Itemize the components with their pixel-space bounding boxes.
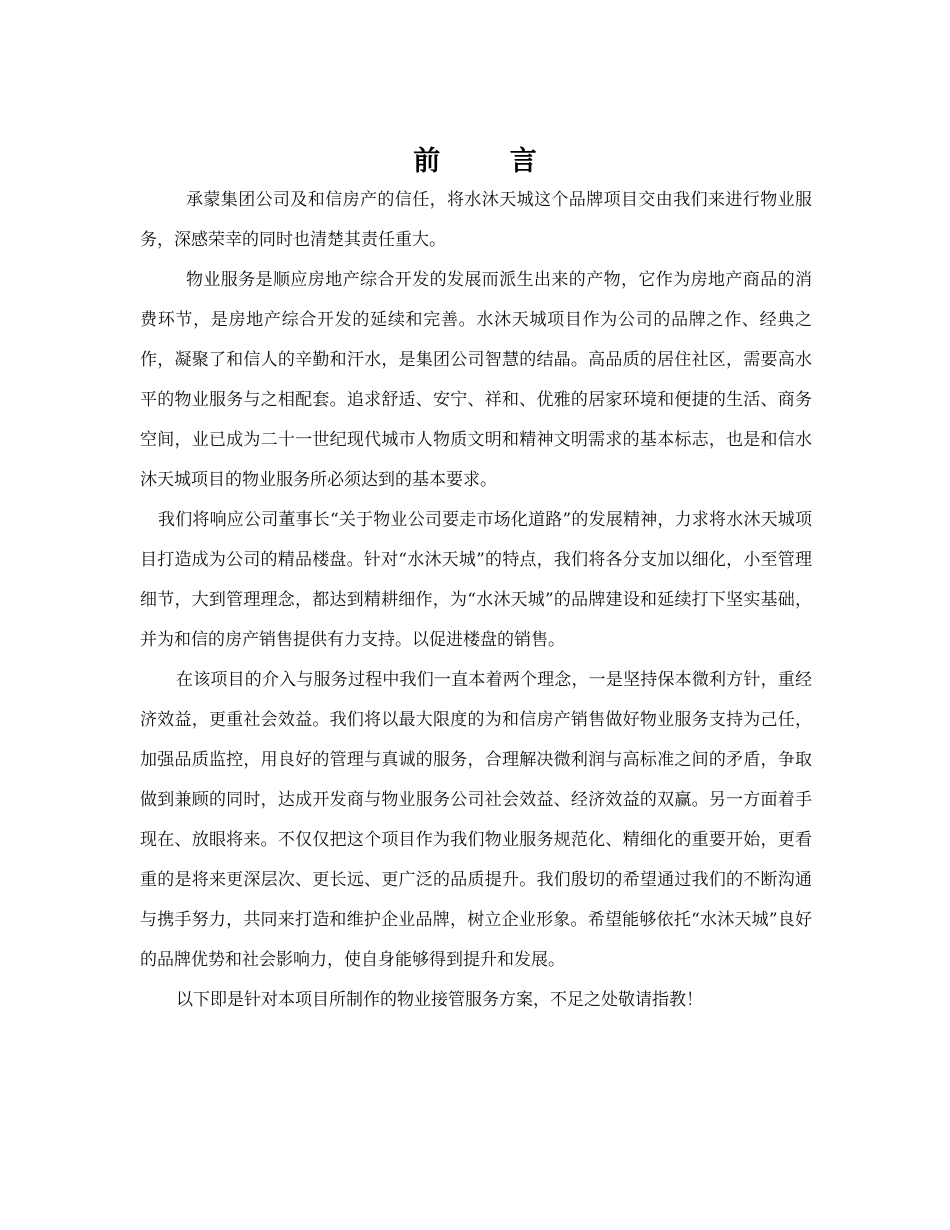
paragraph-4: 在该项目的介入与服务过程中我们一直本着两个理念，一是坚持保本微利方针，重经济效益，更重社会效益。我们将以最大限度的为和信房产销售做好物业服务支持为己任，加强品质监控，用良好的管理与真诚的服务，合理解决微利润与高标准之间的矛盾，争取做到兼顾的同时，达成开发商与物业服务公司社会效益、经济效益的双赢。另一方面着手现在、放眼将来。不仅仅把这个项目作为我们物业服务规范化、精细化的重要开始，更看重的是将来更深层次、更长远、更广泛的品质提升。我们殷切的希望通过我们的不断沟通与携手努力，共同来打造和维护企业品牌，树立企业形象。希望能够依托“水沐天城”良好的品牌优势和社会影响力，使自身能够得到提升和发展。 [140, 670, 812, 970]
paragraph-2: 物业服务是顺应房地产综合开发的发展而派生出来的产物，它作为房地产商品的消费环节，是房地产综合开发的延续和完善。水沐天城项目作为公司的品牌之作、经典之作，凝聚了和信人的辛勤和汗水，是集团公司智慧的结晶。高品质的居住社区，需要高水平的物业服务与之相配套。追求舒适、安宁、祥和、优雅的居家环境和便捷的生活、商务空间，业已成为二十一世纪现代城市人物质文明和精神文明需求的基本标志，也是和信水沐天城项目的物业服务所必须达到的基本要求。 [140, 270, 812, 490]
page-title: 前 言 [413, 146, 567, 177]
document-body [140, 180, 812, 1020]
paragraph-1: 承蒙集团公司及和信房产的信任，将水沐天城这个品牌项目交由我们来进行物业服务，深感荣幸的同时也清楚其责任重大。 [140, 190, 812, 250]
paragraph-5: 以下即是针对本项目所制作的物业接管服务方案，不足之处敬请指教！ [176, 990, 703, 1010]
paragraph-3: 我们将响应公司董事长“关于物业公司要走市场化道路”的发展精神，力求将水沐天城项目打造成为公司的精品楼盘。针对“水沐天城”的特点，我们将各分支加以细化，小至管理细节，大到管理理念，都达到精耕细作，为“水沐天城”的品牌建设和延续打下坚实基础，并为和信的房产销售提供有力支持。以促进楼盘的销售。 [140, 510, 812, 650]
